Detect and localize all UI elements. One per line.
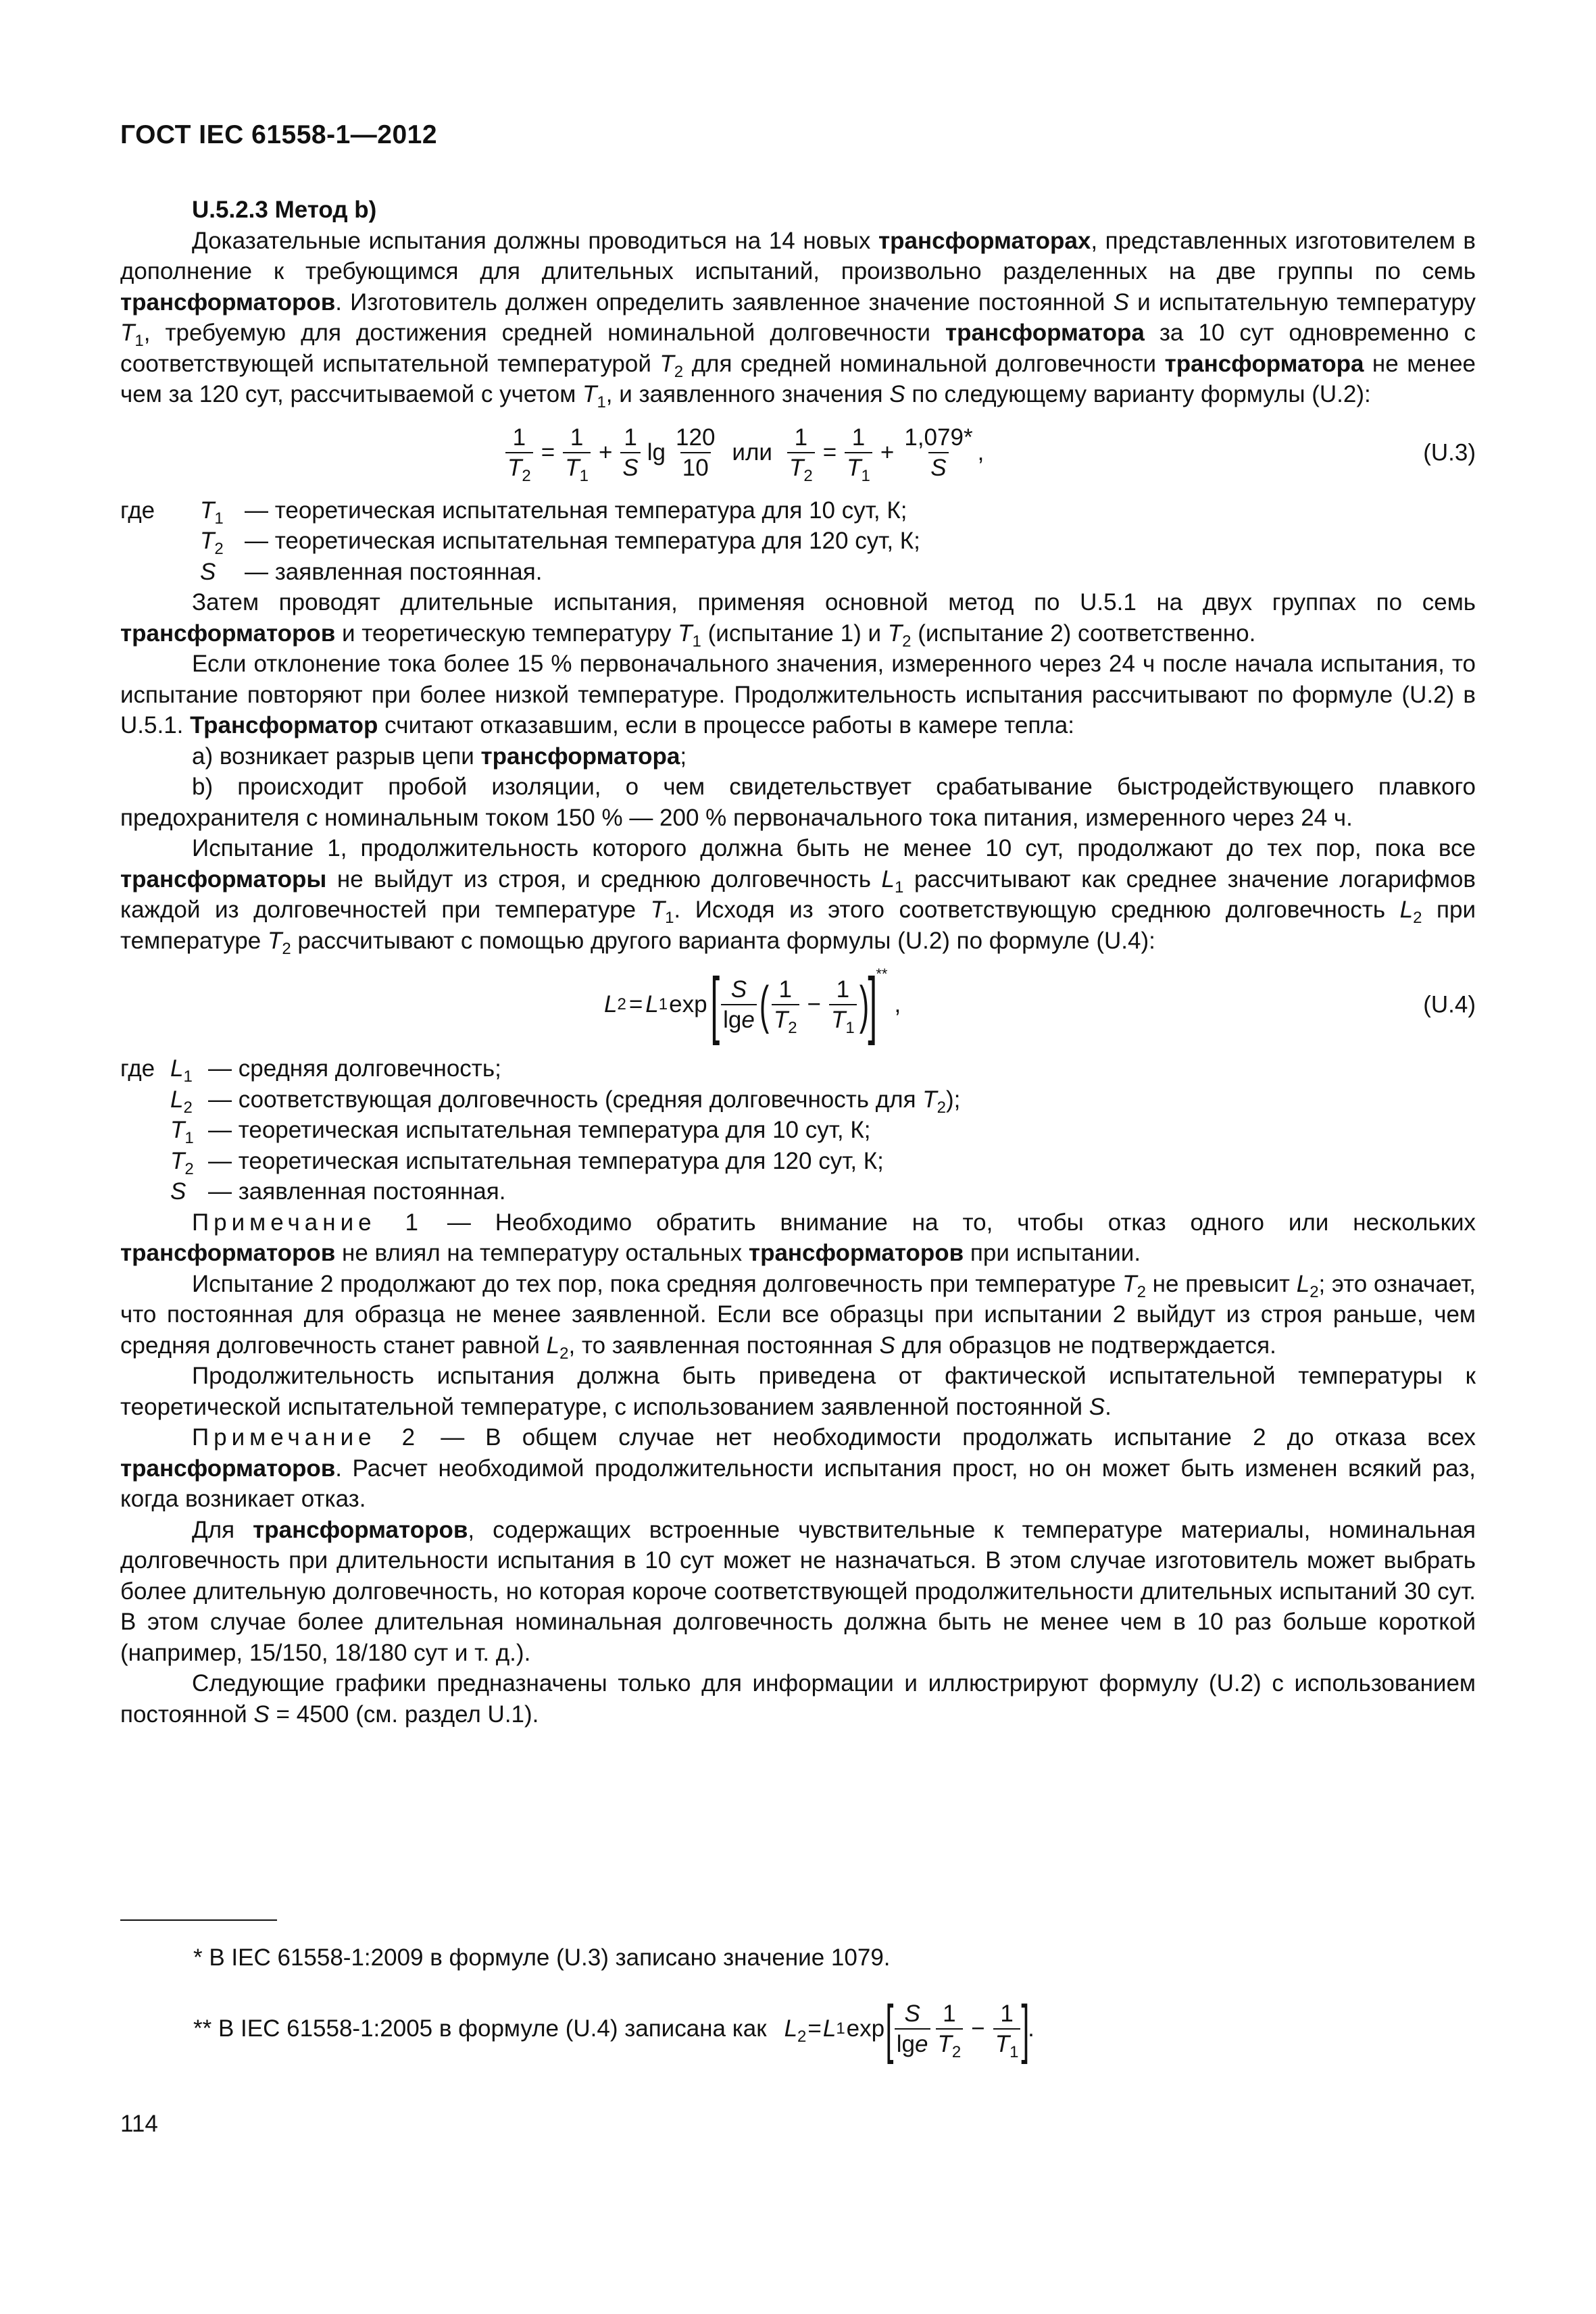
note-1: Примечание 1 — Необходимо обратить внимание на то, чтобы отказ одного или нескольких трансформаторов не влиял на температуру остальных трансформаторов при испытании. [120, 1209, 1476, 1266]
where-item: S — заявленная постоянная. [170, 1178, 506, 1205]
where-item: где $T_1$ — теоретическая испытательная температура для 10 сут, К; [120, 497, 907, 528]
list-item-a: а) возникает разрыв цепи трансформатора; [192, 743, 687, 770]
note-2: Примечание 2 — В общем случае нет необходимости продолжать испытание 2 до отказа всех трансформаторов. Расчет необходимой продолжительности испытания прост, но он может быть изменен всякий раз, когда возникает отказ. [120, 1424, 1476, 1512]
section-heading: U.5.2.3 Метод b) [192, 197, 377, 223]
formula-u4-number: (U.4) [1423, 991, 1476, 1018]
formula-u3 [120, 410, 1476, 495]
formula-u4 [120, 956, 1476, 1053]
paragraph-duration: Продолжительность испытания должна быть приведена от фактической испытательной температуры к теоретической испытательной температуре, с использованием заявленной постоянной S. [120, 1363, 1476, 1420]
footnote-2: ** В IEC 61558-1:2005 в формуле (U.4) записана как $L_2$ = L 1 exp [ $\frac{S}{\lg e}$ $\frac{1}{T_2}$ − $\frac{1}{T_1}$ ] . [193, 1992, 1034, 2065]
where-item: $T_2$ — теоретическая испытательная температура для 120 сут, К; [200, 528, 920, 558]
paragraph-long-tests: Затем проводят длительные испытания, применяя основной метод по U.5.1 на двух группах по семь трансформаторов и теоретическую температуру $T_1$ (испытание 1) и $T_2$ (испытание 2) соответственно. [120, 589, 1476, 651]
where-item: $T_2$ — теоретическая испытательная температура для 120 сут, К; [170, 1147, 884, 1178]
where-list-u4 [120, 1053, 1476, 1207]
paragraph-builtin-materials: Для трансформаторов, содержащих встроенные чувствительные к температуре материалы, номинальная долговечность при длительности испытания в 10 сут может не назначаться. В этом случае изготовитель может выбрать более длительную долговечность, но которая короче соответствующей продолжительности длительных испытаний 30 сут. В этом случае более длительная номинальная долговечность должна быть не менее чем в 10 раз больше короткой (например, 15/150, 18/180 сут и т. д.). [120, 1516, 1476, 1666]
where-item: $T_1$ — теоретическая испытательная температура для 10 сут, К; [170, 1117, 871, 1147]
where-item: S — заявленная постоянная. [200, 558, 543, 585]
paragraph-graphs: Следующие графики предназначены только для информации и иллюстрируют формулу (U.2) с использованием постоянной S = 4500 (см. раздел U.1). [120, 1670, 1476, 1728]
footnote-1: * В IEC 61558-1:2009 в формуле (U.3) записано значение 1079. [193, 1944, 891, 1971]
paragraph-test-1: Испытание 1, продолжительность которого должна быть не менее 10 сут, продолжают до тех пор, пока все трансформаторы не выйдут из строя, и среднюю долговечность $L_1$ рассчитывают как среднее значение логарифмов каждой из долговечностей при температуре $T_1$. Исходя из этого соответствующую среднюю долговечность $L_2$ при температуре $T_2$ рассчитывают с помощью другого варианта формулы (U.2) по формуле (U.4): [120, 835, 1476, 958]
formula-u3-number: (U.3) [1423, 438, 1476, 466]
paragraph-test-2: Испытание 2 продолжают до тех пор, пока средняя долговечность при температуре $T_2$ не превысит $L_2$; это означает, что постоянная для образца не менее заявленной. Если все образцы при испытании 2 выйдут из строя раньше, чем средняя долговечность станет равной $L_2$, то заявленная постоянная S для образцов не подтверждается. [120, 1270, 1476, 1363]
formula-u3-body: $\frac{1}{T_2}$ = $\frac{1}{T_1}$ + $\frac{1}{S}$ lg $\frac{120}{10}$ или $\frac{1}{T_2}$ = $\frac{1}{T_1}$ + $\frac{1,079*}{S}$ , [503, 410, 984, 495]
where-list-u3 [120, 495, 1476, 588]
paragraph-current-deviation: Если отклонение тока более 15 % первоначального значения, измеренного через 24 ч после начала испытания, то испытание повторяют при более низкой температуре. Продолжительность испытания рассчитывают по формуле (U.2) в U.5.1. Трансформатор считают отказавшим, если в процессе работы в камере тепла: [120, 651, 1476, 738]
page-number: 114 [120, 2111, 158, 2137]
document-body [120, 195, 1476, 1730]
where-item: $L_2$ — соответствующая долговечность (средняя долговечность для $T_2$); [170, 1086, 961, 1117]
footnote-separator [120, 1919, 277, 1921]
formula-u4-body: L 2 = L 1 exp [ $\frac{S}{\lg e}$ ( $\frac{1}{T_2}$ − $\frac{1}{T_1}$ ) ] ** , [604, 963, 901, 1046]
where-item: где $L_1$ — средняя долговечность; [120, 1055, 501, 1086]
list-item-b: b) происходит пробой изоляции, о чем свидетельствует срабатывание быстродействующего плавкого предохранителя с номинальным током 150 % — 200 % первоначального тока питания, измеренного через 24 ч. [120, 774, 1476, 831]
paragraph-method-b: Доказательные испытания должны проводиться на 14 новых трансформаторах, представленных изготовителем в дополнение к требующимся для длительных испытаний, произвольно разделенных на две группы по семь трансформаторов. Изготовитель должен определить заявленное значение постоянной S и испытательную температуру $T_1$, требуемую для достижения средней номинальной долговечности трансформатора за 10 сут одновременно с соответствующей испытательной температурой $T_2$ для средней номинальной долговечности трансформатора не менее чем за 120 сут, рассчитываемой с учетом $T_1$, и заявленного значения S по следующему варианту формулы (U.2): [120, 227, 1476, 411]
standard-header: ГОСТ IEC 61558-1—2012 [120, 120, 438, 149]
